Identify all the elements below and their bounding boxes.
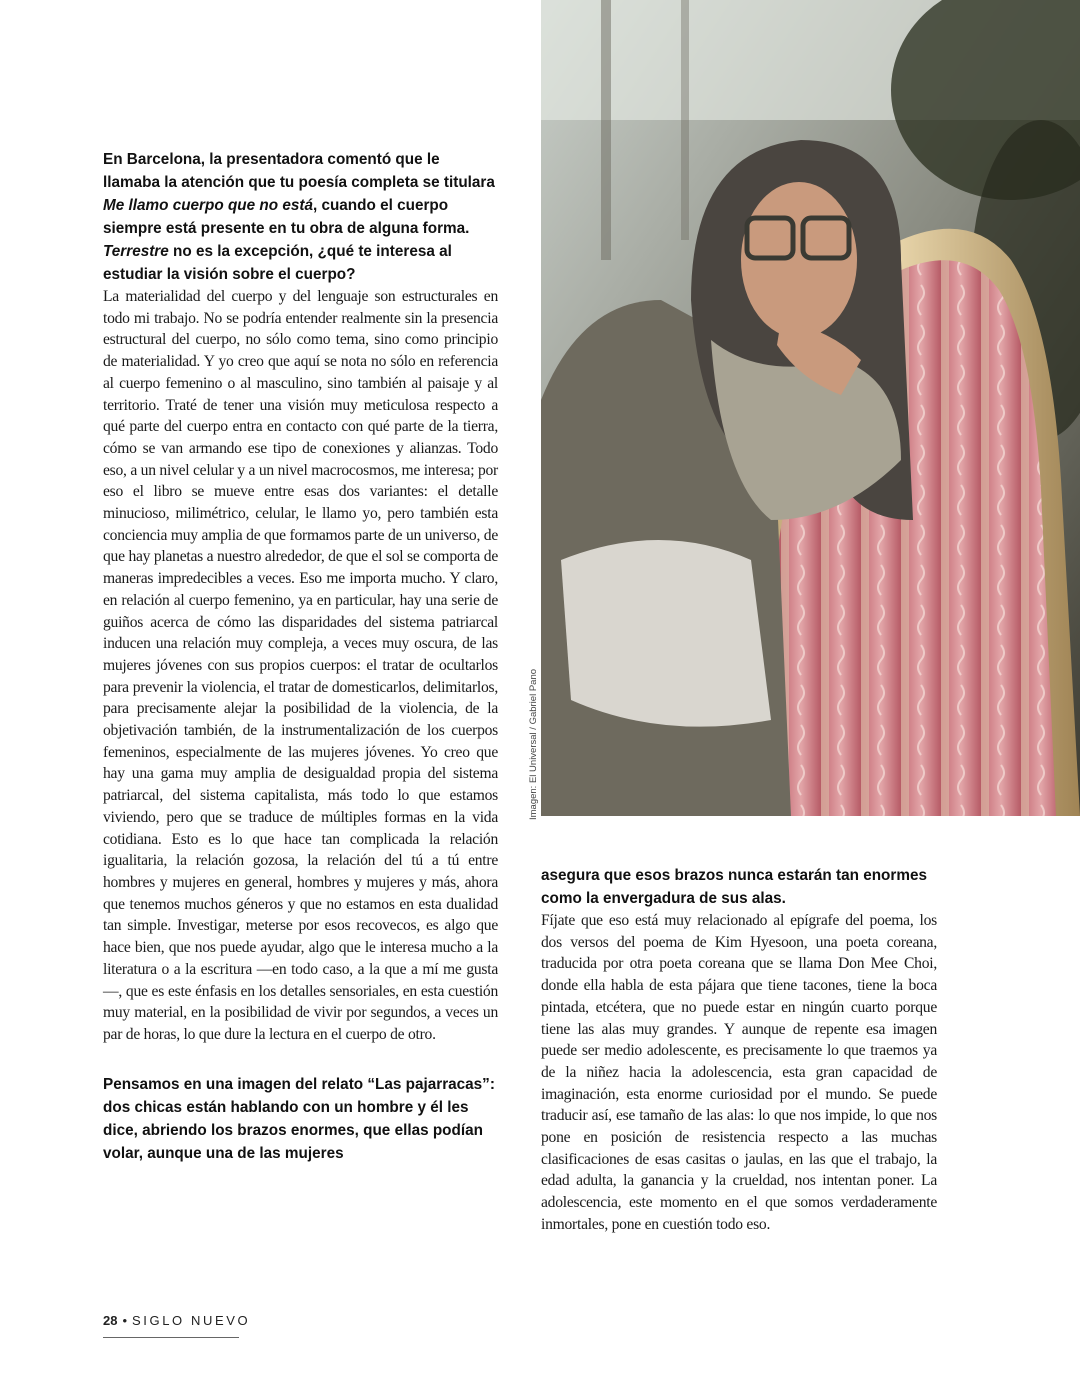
left-column (103, 148, 498, 1165)
interview-answer-1: La materialidad del cuerpo y del lenguaje son estructurales en todo mi trabajo. No se podría entender realmente sin la presencia estructural del cuerpo, no sólo como tema, sino como principio de materialidad. Y yo creo que aquí se nota no sólo en referencia al cuerpo femenino o al masculino, sino también al paisaje y al territorio. Traté de tener una visión muy meticulosa respecto a qué parte del cuerpo entra en contacto con qué parte de la tierra, cómo se van armando ese tipo de conexiones y alianzas. Todo eso, a un nivel celular y a un nivel macrocosmos, me interesa; por eso el libro se mueve entre esas dos variantes: el detalle minucioso, milimétrico, celular, le llamo yo, pero también esta conciencia muy amplia de que formamos parte de un universo, de que hay planetas a nuestro alrededor, de que el sol se comporta de maneras impredecibles a veces. Eso me importa mucho. Y claro, en relación al cuerpo femenino, ya en particular, hay una serie de guiños acerca de cómo las disparidades del sistema patriarcal inducen una relación muy compleja, a veces muy oscura, de las mujeres jóvenes con sus propios cuerpos: el tratar de ocultarlos para prevenir la violencia, el tratar de domesticarlos, delimitarlos, para precisamente alejar la posibilidad de la violencia, de la objetivación también, de la instrumentalización de los cuerpos femeninos, especialmente de las mujeres jóvenes. Yo creo que hay una gama muy amplia de desigualdad propia del sistema patriarcal, del sistema capitalista, más todo lo que estamos viviendo, pero que se traduce de múltiples formas en la vida cotidiana. Esto es lo que hace tan complicada la relación igualitaria, la relación gozosa, la relación del tú a tú entre hombres y mujeres en general, hombres y mujeres y más, ahora que tenemos muchos géneros y que no estamos en esta dualidad tan simple. Investigar, meterse por esos recovecos, es algo que hace bien, que nos puede ayudar, algo que le interesa mucho a la literatura o a la escritura —en todo caso, a la que a mí me gusta—, que es este énfasis en los detalles sensoriales, en esta cuestión muy material, en la posibilidad de vivir por segundos, a veces un par de horas, lo que dure la lectura en el cuerpo de otro. (103, 288, 498, 1043)
page-number: 28 (103, 1313, 118, 1328)
q1-book-terrestre: Terrestre (103, 243, 169, 260)
interview-question-2-start: Pensamos en una imagen del relato “Las pajarracas”: dos chicas están hablando con un hombre y él les dice, abriendo los brazos enormes, que ellas podían volar, aunque una de las mujeres (103, 1075, 495, 1162)
footer-separator: • (122, 1313, 128, 1328)
q1-part-4: no es la excepción, ¿qué te interesa al estudiar la visión sobre el cuerpo? (103, 243, 452, 283)
page-footer (103, 1313, 250, 1328)
photo-credit-text: Imagen: El Universal / Gabriel Pano (528, 668, 539, 820)
footer-rule (103, 1337, 239, 1338)
right-column (541, 864, 937, 1236)
interview-question-2-end: asegura que esos brazos nunca estarán tan enormes como la envergadura de sus alas. (541, 867, 927, 907)
q1-book-title: Me llamo cuerpo que no está (103, 197, 313, 214)
author-portrait-photo (541, 0, 1080, 816)
magazine-name: SIGLO NUEVO (132, 1313, 251, 1328)
interview-answer-2: Fíjate que eso está muy relacionado al epígrafe del poema, los dos versos del poema de Kim Hyesoon, una poeta coreana, traducida por otra poeta coreana que se llama Don Mee Choi, donde ella habla de esta pájara que tiene tacones, tiene la boca pintada, etcétera, que no puede estar en ningún cuarto porque tiene las alas muy grandes. Y aunque de repente esa imagen puede ser medio adolescente, es precisamente lo que traemos ya de la niñez hacia la adolescencia, esta gran capacidad de imaginación, esta enorme curiosidad por el mundo. Se puede traducir así, ese tamaño de las alas: lo que nos impide, lo que nos pone en posición de resistencia respecto a las muchas clasificaciones de esas casitas o jaulas, en las que el trabajo, la edad adulta, la ganancia y la crueldad, nos intentan poner. La adolescencia, este momento en el que somos verdaderamente inmortales, pone en cuestión todo eso. (541, 912, 937, 1233)
q1-part-0: En Barcelona, la presentadora comentó que le llamaba la atención que tu poesía completa se titulara (103, 151, 495, 191)
photo-credit (521, 660, 543, 820)
interview-question-1 (103, 148, 498, 286)
q1-part-2: , cuando el cuerpo siempre está presente en tu obra de alguna forma. (103, 197, 470, 237)
